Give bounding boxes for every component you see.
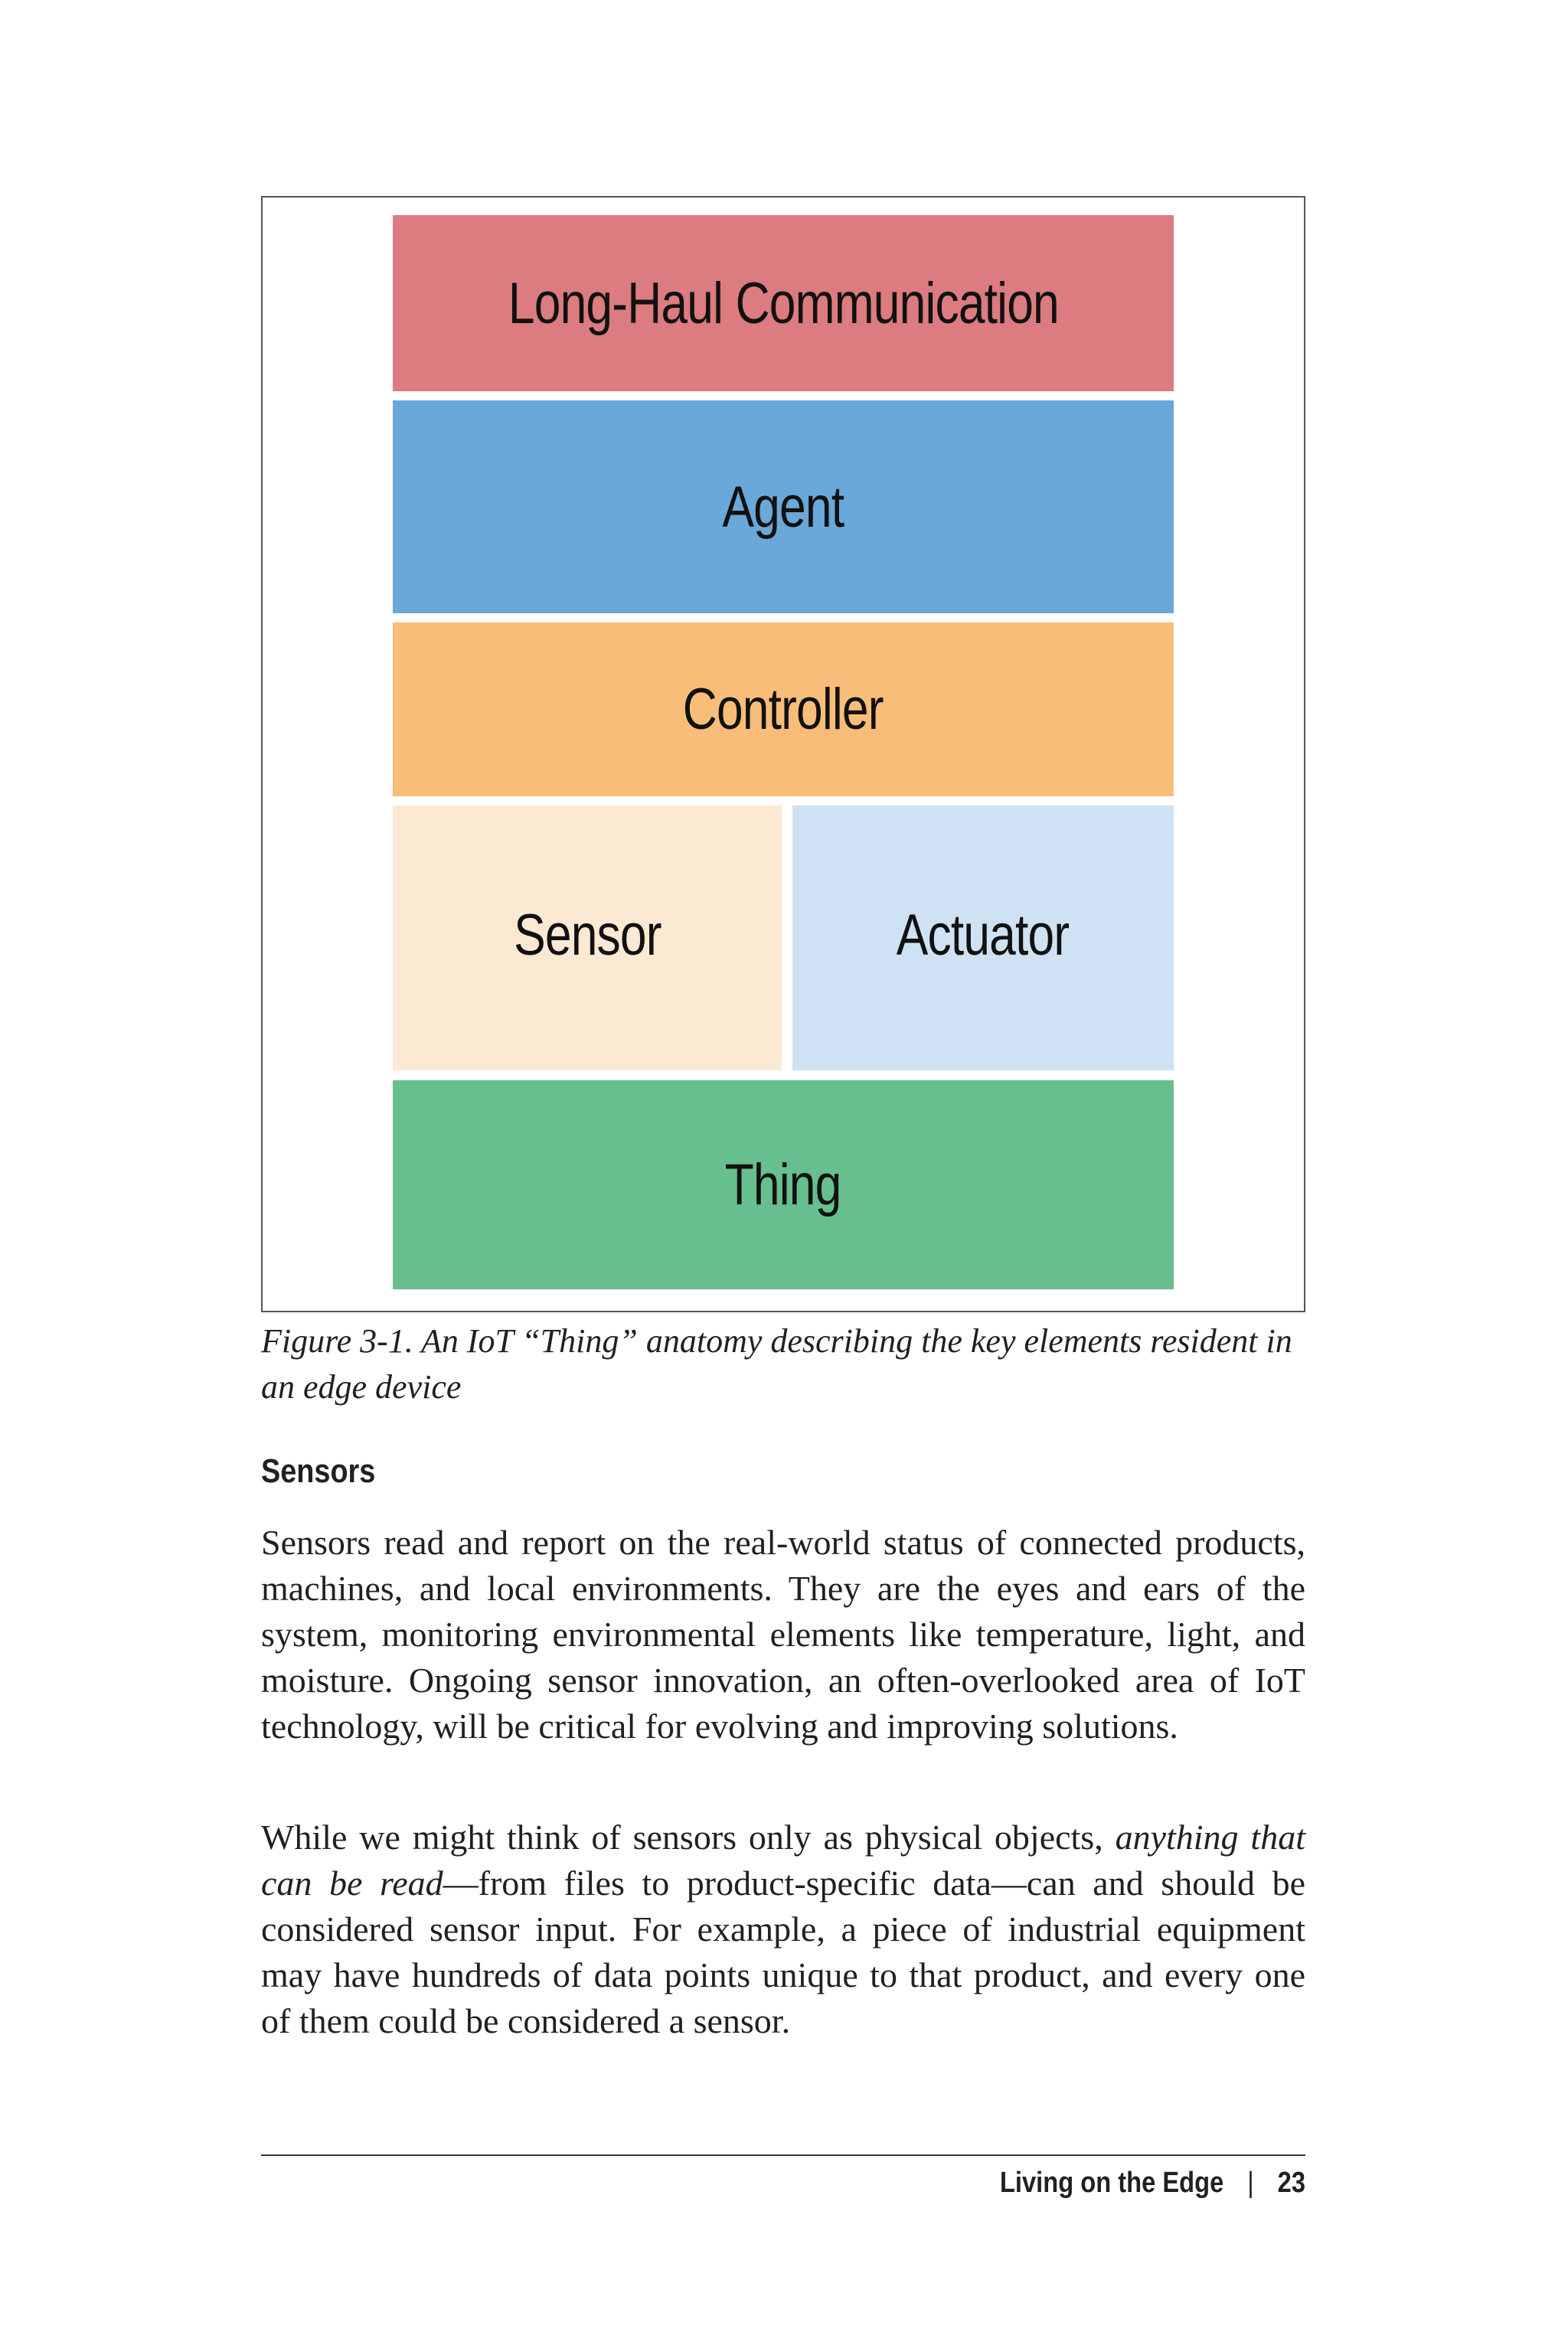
sensor-block <box>393 805 782 1070</box>
paragraph-2-emphasis: anything that can be read <box>261 1818 1305 1903</box>
thing-block <box>393 1080 1174 1289</box>
agent-block <box>393 400 1174 613</box>
section-heading <box>261 1452 394 1491</box>
footer-chapter-title: Living on the Edge <box>999 2167 1224 2199</box>
controller-label: Controller <box>683 677 884 742</box>
actuator-block <box>792 805 1174 1070</box>
footer-separator: | <box>1247 2167 1254 2199</box>
paragraph-2-end: —from files to product-specific data—can and should be considered sensor input. For example, a piece of industrial equipment may have hundreds of data points unique to that product, and every one of them could be considered a sensor. <box>261 1864 1305 2040</box>
long-haul-communication-block <box>393 215 1174 391</box>
figure-caption <box>261 1318 1305 1410</box>
page-number: 23 <box>1277 2167 1305 2199</box>
controller-block <box>393 622 1174 796</box>
paragraph-1: Sensors read and report on the real-world status of connected products, machines, and local environments. They are the eyes and ears of the system, monitoring environmental elements like temperature, light, and moisture. Ongoing sensor innovation, an often-overlooked area of IoT technology, will be critical for evolving and improving solutions. <box>261 1523 1305 1746</box>
footer-rule <box>261 2154 1305 2156</box>
actuator-label: Actuator <box>897 902 1070 968</box>
long-haul-communication-label: Long-Haul Communication <box>508 270 1059 336</box>
paragraph-2 <box>261 1815 1305 2044</box>
agent-label: Agent <box>722 474 844 540</box>
figure-caption-text: An IoT “Thing” anatomy describing the key elements resident in an edge device <box>261 1322 1292 1406</box>
section-heading-text: Sensors <box>261 1452 376 1490</box>
figure-caption-label: Figure 3-1. <box>261 1322 413 1360</box>
page-footer <box>950 2167 1305 2200</box>
paragraph-2-start: While we might think of sensors only as physical objects, <box>261 1818 1116 1857</box>
thing-label: Thing <box>725 1152 841 1217</box>
sensor-label: Sensor <box>513 902 662 968</box>
